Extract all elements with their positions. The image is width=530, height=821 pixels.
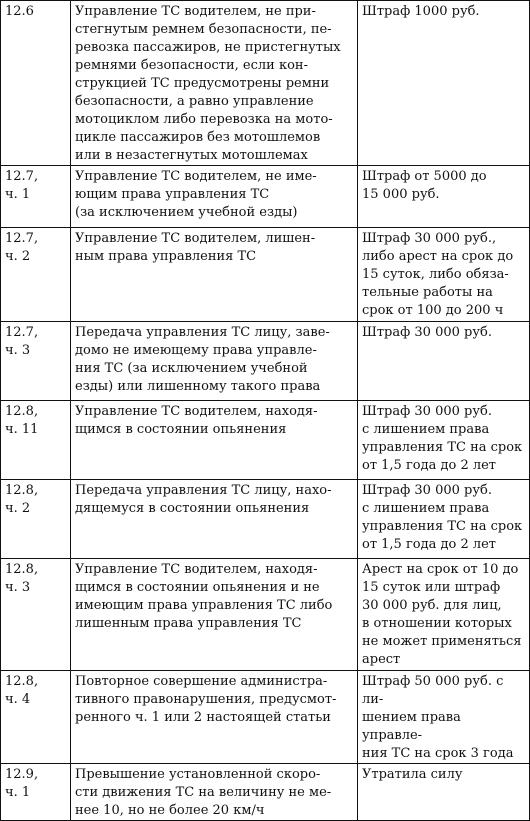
article-cell: 12.6: [1, 1, 71, 166]
article-cell: 12.7, ч. 3: [1, 322, 71, 401]
article-cell: 12.8, ч. 2: [1, 480, 71, 559]
offense-cell: Управление ТС водителем, не при- стегнутым ремнем безопасности, пе- ревозка пассажиров, не пристегнутых ремнями безопасности, если кон- струкцией ТС предусмотрены ремни безопасности, а равно управление мотоциклом либо перевозка на мото- цикле пассажиров без мотошлемов или в незастегнутых мотошлемах: [71, 1, 358, 166]
offense-cell: Повторное совершение администра- тивного правонарушения, предусмот- ренного ч. 1 или 2 настоящей статьи: [71, 671, 358, 764]
penalty-cell: Штраф 50 000 руб. с ли- шением права управле- ния ТС на срок 3 года: [358, 671, 530, 764]
table-row: [1, 559, 530, 671]
offense-cell: Управление ТС водителем, лишен- ным права управления ТС: [71, 228, 358, 322]
penalty-cell: Штраф 30 000 руб. с лишением права управления ТС на срок от 1,5 года до 2 лет: [358, 480, 530, 559]
table-row: [1, 401, 530, 480]
article-cell: 12.9, ч. 1: [1, 764, 71, 821]
offense-cell: Передача управления ТС лицу, заве- домо не имеющему права управле- ния ТС (за исключением учебной езды) или лишенному такого права: [71, 322, 358, 401]
article-cell: 12.7, ч. 1: [1, 166, 71, 228]
table-row: [1, 228, 530, 322]
table-row: [1, 480, 530, 559]
penalty-cell: Арест на срок от 10 до 15 суток или штраф 30 000 руб. для лиц, в отношении которых не может применяться арест: [358, 559, 530, 671]
penalty-cell: Штраф от 5000 до 15 000 руб.: [358, 166, 530, 228]
penalty-cell: Штраф 30 000 руб., либо арест на срок до 15 суток, либо обяза- тельные работы на срок от 100 до 200 ч: [358, 228, 530, 322]
article-cell: 12.8, ч. 3: [1, 559, 71, 671]
table-row: [1, 166, 530, 228]
article-cell: 12.8, ч. 4: [1, 671, 71, 764]
article-cell: 12.8, ч. 11: [1, 401, 71, 480]
penalty-cell: Штраф 30 000 руб.: [358, 322, 530, 401]
table-row: [1, 322, 530, 401]
penalty-cell: Штраф 30 000 руб. с лишением права управления ТС на срок от 1,5 года до 2 лет: [358, 401, 530, 480]
table-row: [1, 671, 530, 764]
offense-cell: Управление ТС водителем, находя- щимся в состоянии опьянения и не имеющим права управления ТС либо лишенным права управления ТС: [71, 559, 358, 671]
penalty-cell: Утратила силу: [358, 764, 530, 821]
offense-cell: Управление ТС водителем, не име- ющим права управления ТС (за исключением учебной езды): [71, 166, 358, 228]
table-row: [1, 1, 530, 166]
article-cell: 12.7, ч. 2: [1, 228, 71, 322]
offense-cell: Управление ТС водителем, находя- щимся в состоянии опьянения: [71, 401, 358, 480]
offense-cell: Передача управления ТС лицу, нахо- дящемуся в состоянии опьянения: [71, 480, 358, 559]
offense-cell: Превышение установленной скоро- сти движения ТС на величину не ме- нее 10, но не более 20 км/ч: [71, 764, 358, 821]
table-row: [1, 764, 530, 821]
penalty-cell: Штраф 1000 руб.: [358, 1, 530, 166]
